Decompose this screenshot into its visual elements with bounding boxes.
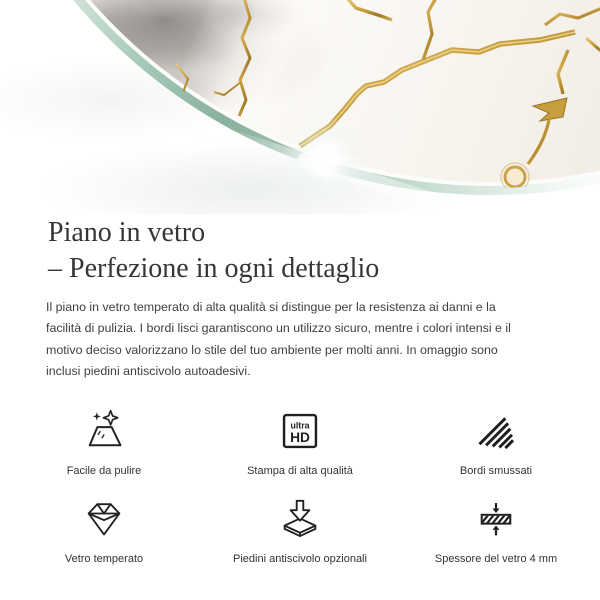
beveled-edges-icon [474, 409, 518, 453]
ultra-hd-text-top: ultra [290, 420, 310, 431]
sparkle-ray-vertical [325, 128, 327, 190]
feature-label: Piedini antiscivolo opzionali [233, 553, 367, 566]
feature-glass-thickness [398, 497, 594, 565]
feature-easy-clean [6, 409, 202, 477]
glass-thickness-icon [474, 497, 518, 541]
title-line-1: Piano in vetro [48, 217, 206, 248]
feature-antislip-pads [202, 497, 398, 565]
page-title [0, 215, 600, 287]
tempered-glass-diamond-icon [82, 497, 126, 541]
feature-label: Facile da pulire [66, 465, 142, 478]
feature-tempered-glass [6, 497, 202, 565]
ultra-hd-text-bottom: HD [290, 430, 310, 446]
features-grid [0, 409, 600, 565]
anti-slip-pads-icon [278, 497, 322, 541]
feature-label: Vetro temperato [64, 553, 144, 566]
feature-print-quality [202, 409, 398, 477]
title-line-2: – Perfezione in ogni dettaglio [48, 252, 380, 284]
lens-flare-sparkle [281, 114, 371, 204]
easy-clean-icon [82, 409, 126, 453]
feature-label: Spessore del vetro 4 mm [434, 553, 558, 566]
hero-image-glass-table [0, 0, 600, 214]
feature-beveled-edges [398, 409, 594, 477]
ultra-hd-icon [278, 409, 322, 453]
product-description: Il piano in vetro temperato di alta qualità si distingue per la resistenza ai danni e la facilità di pulizia. I bordi lisci garantiscono un utilizzo sicuro, mentre i colori intensi e il motivo deciso valorizzano lo stile del tuo ambiente per molti anni. In omaggio sono inclusi piedini antiscivolo autoadesivi. [46, 299, 511, 379]
feature-label: Stampa di alta qualità [247, 465, 353, 478]
feature-label: Bordi smussati [459, 465, 533, 478]
